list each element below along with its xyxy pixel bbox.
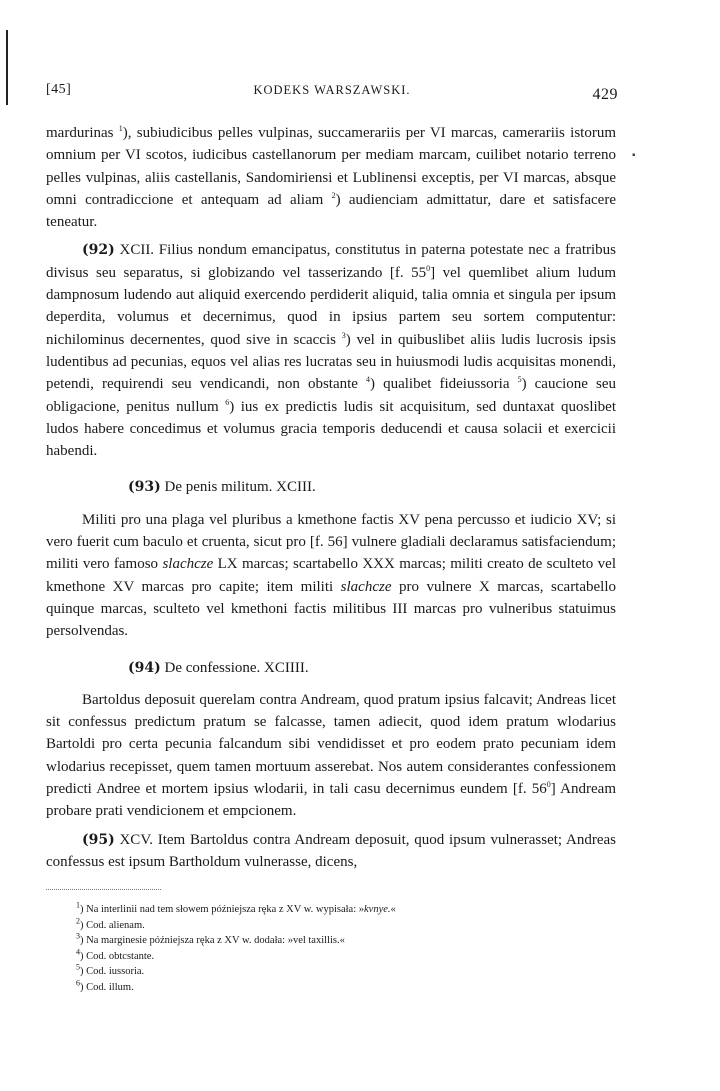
footnote: $^6$) Cod. illum. [76, 978, 134, 993]
section-number: (94) [128, 659, 161, 676]
margin-mark: ▪ [632, 150, 636, 161]
paragraph-94: Bartoldus deposuit querelam contra Andream, quod pratum ipsius falcavit; Andreas licet sit confessus predictum pratum se falcasse, tamen adiecit, quod idem pratum wlodarius Bartoldi pro certa pecunia falcandum sibi vendidisset et pro eodem prato pecuniam idem wlodarius recepisset, quem tamen mortuum asserebat. Nos autem considerantes confessionem predicti Andree et mortem ipsius wlodarii, in tali casu decernimus eundem [f. $56^0$] Andream probare prati vendicionem et empcionem. [46, 691, 616, 820]
footnote: $^3$) Na marginesie późniejsza ręka z XV w. dodała: »vel taxillis.« [76, 931, 345, 947]
section-heading-94: (94) De confessione. XCIIII. [128, 659, 309, 676]
page-header [46, 82, 618, 106]
section-number: (92) [82, 242, 115, 259]
footnote-ref[interactable]: 6 [225, 397, 230, 407]
footnote-ref[interactable]: 3 [341, 330, 346, 340]
section-reference: [45] [46, 82, 72, 97]
footnote-ref[interactable]: 5 [517, 375, 522, 385]
main-text [46, 122, 616, 995]
section-number: (93) [128, 479, 161, 496]
footnote-ref[interactable]: 2 [331, 190, 336, 200]
footnote-separator [46, 889, 161, 890]
paragraph-92: (92) XCII. Filius nondum emancipatus, constitutus in paterna potestate nec a fratribus divisus seu separatus, si globizando vel tasserizando [f. $55^0$] vel quemlibet alium ludum dampnosum ludendo aut aliquid exercendo perdiderit aliquid, talia omnia et singula per ipsum deperdita, volumus et decernimus, quod in ipsius partem seu sortem computentur: nichilominus decernentes, quod sive in scaccis $^3$) vel in quibuslibet aliis ludis lucrosis ipsis ludentibus ad pecunias, equos vel alias res lucratas seu in huiusmodi ludis acquisitas monendi, petendi, requirendi seu vendicandi, non obstante $^4$) qualibet fideiussoria $^5$) caucione seu obligacione, penitus nullum $^6$) ius ex predictis ludis sit acquisitum, sed duntaxat quoslibet ludos habere concedimus et volumus gracia temporis deducendi et causa solacii et exercicii habendi. [46, 242, 616, 460]
page-number: 429 [592, 86, 618, 103]
section-number: (95) [82, 831, 115, 848]
footnote: $^4$) Cod. obtcstante. [76, 947, 155, 962]
paragraph-95: (95) XCV. Item Bartoldus contra Andream deposuit, quod ipsum vulnerasset; Andreas confessus est ipsum Bartholdum vulnerasse, dicens, [46, 831, 616, 870]
footnote: $^5$) Cod. iussoria. [76, 962, 145, 978]
footnote: $^1$) Na interlinii nad tem słowem późniejsza ręka z XV w. wypisała: »kvnye.« [76, 900, 396, 916]
footnote-ref[interactable]: 4 [366, 375, 371, 385]
footnote: $^2$) Cod. alienam. [76, 916, 145, 931]
paragraph-91-end: mardurinas $^1$), subiudicibus pelles vulpinas, succamerariis per VI marcas, camerariis istorum omnium per VI scotos, iudicibus castellanorum per mediam marcam, cuilibet notario terreno pelles vulpinas, aliis castellanis, Sandomiriensi et Lublinensi exceptis, per VI marcas, absque omni contradiccione et antequam ad aliam $^2$) audienciam admittatur, dare et satisfacere teneatur. [46, 124, 616, 231]
paragraph-93: Militi pro una plaga vel pluribus a kmethone factis XV pena percusso et iudicio XV; si vero fuerit cum baculo et cruenta, sicut pro [f. 56] vulnere gladiali declaramus satisfaciendum; militi vero famoso slachcze LX marcas; scartabello XXX marcas; militi creato de sculteto vel kmethone XV marcas pro capite; item militi slachcze pro vulnere X marcas, scartabello quinque marcas, sculteto vel kmethoni factis militibus III marcas pro vulneribus statuimus persolvendas. [46, 511, 617, 640]
running-title: KODEKS WARSZAWSKI. [253, 83, 411, 97]
footnote-ref[interactable]: 1 [118, 124, 123, 133]
section-heading-93: (93) De penis militum. XCIII. [128, 479, 316, 496]
footnotes [46, 902, 616, 995]
page-edge-line [6, 30, 8, 105]
